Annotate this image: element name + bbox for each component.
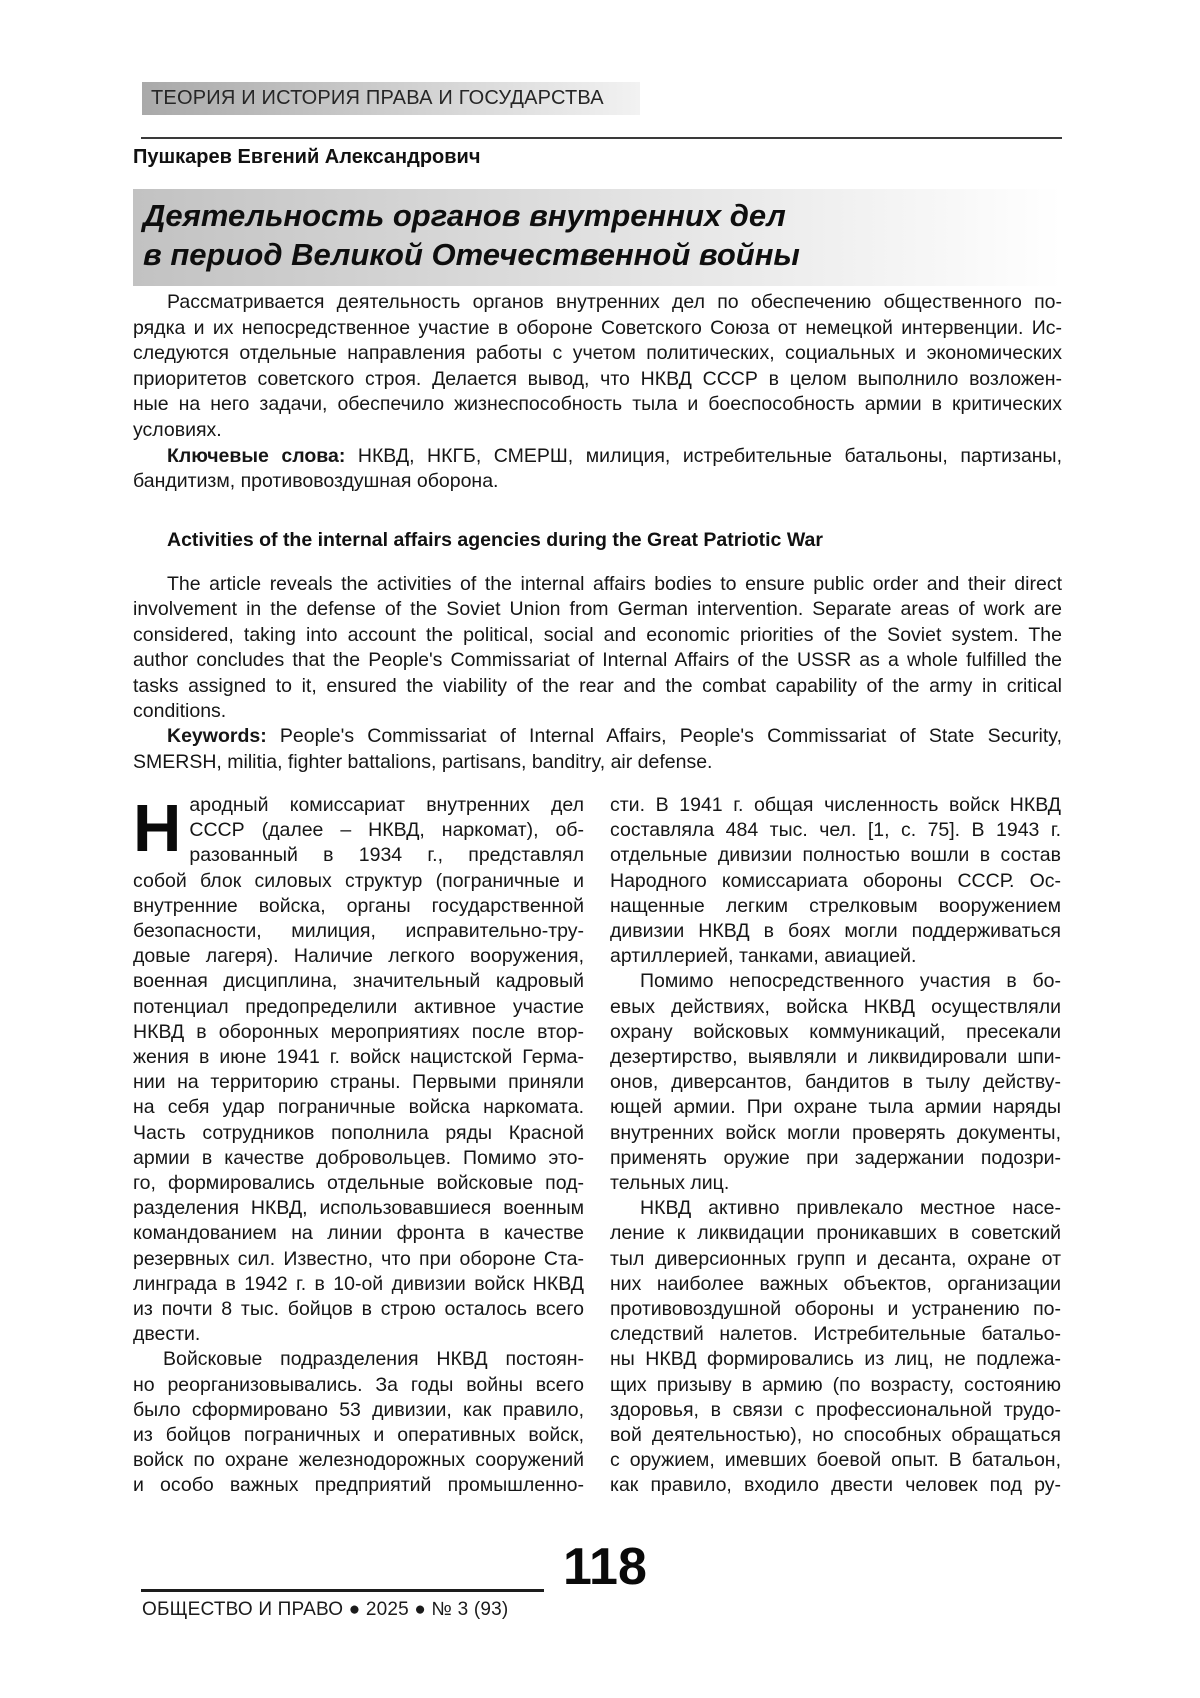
journal-footer: ОБЩЕСТВО И ПРАВО ● 2025 ● № 3 (93): [142, 1599, 509, 1620]
text-line: на себя удар пограничные войска наркомата.: [133, 1096, 584, 1119]
text-line: потенциал предопределили активное участие: [133, 995, 584, 1018]
text-line: ародный комиссариат внутренних дел: [189, 794, 584, 816]
text-line: командованием на линии фронта в качестве: [133, 1222, 584, 1245]
text-line: НКВД в оборонных мероприятиях после втор-: [133, 1020, 584, 1043]
drop-cap: Н: [133, 791, 182, 866]
text-line: армии в качестве добровольцев. Помимо это-: [133, 1146, 584, 1169]
text-line: вой деятельностью), но способных обращаться: [610, 1424, 1061, 1447]
text-line: жения в июне 1941 г. войск нацистской Герма-: [133, 1046, 584, 1069]
text-line: онов, диверсантов, бандитов в тылу действу-: [610, 1071, 1061, 1094]
text-line: бандитизм, противовоздушная оборона.: [133, 470, 499, 493]
text-line: нащенные легким стрелковым вооружением: [610, 894, 1061, 917]
right-column: [610, 793, 1061, 1499]
text-line: дезертирство, выявляли и ликвидировали шпи-: [610, 1046, 1061, 1069]
text-line: conditions.: [133, 700, 227, 723]
text-line: СССР (далее – НКВД, наркомат), об-: [189, 819, 584, 842]
text-line: безопасности, милиция, исправительно-тру-: [133, 920, 584, 943]
text-line: разованный в 1934 г., представлял: [189, 844, 584, 867]
text-line: собой блок силовых структур (пограничные и: [133, 869, 584, 892]
article-title-box: [133, 189, 1062, 286]
text-line: involvement in the defense of the Soviet Union from German intervention. Separate areas of work are: [133, 598, 1062, 621]
text-line: го, формировались отдельные войсковые под-: [133, 1172, 584, 1195]
text-line: следуются отдельные направления работы с учетом политических, социальных и экономических: [133, 342, 1062, 365]
text-line: и особо важных предприятий промышленно-: [133, 1474, 584, 1497]
text-line: войск по охране железнодорожных сооружений: [133, 1449, 584, 1472]
right-column-text: [610, 793, 1061, 1499]
text-line: охрану войсковых коммуникаций, пресекали: [610, 1020, 1061, 1043]
text-line: применять оружие при задержании подозри-: [610, 1146, 1061, 1169]
text-line: условиях.: [133, 418, 222, 441]
english-title: Activities of the internal affairs agencies during the Great Patriotic War: [167, 529, 823, 551]
left-column: [133, 793, 584, 1499]
text-line: Рассматривается деятельность органов внутренних дел по обеспечению общественного по-: [167, 291, 1062, 313]
text-line: артиллерией, танками, авиацией.: [610, 945, 917, 968]
text-line: ющей армии. При охране тыла армии наряды: [610, 1096, 1061, 1119]
text-line: Ключевые слова: НКВД, НКГБ, СМЕРШ, милиция, истребительные батальоны, партизаны,: [167, 444, 1062, 467]
text-line: как правило, входило двести человек под ру-: [610, 1474, 1061, 1497]
left-column-text: [133, 793, 584, 1499]
text-line: но реорганизовывались. За годы войны всего: [133, 1373, 584, 1396]
text-line: было сформировано 53 дивизии, как правило,: [133, 1398, 584, 1421]
text-line: дивизии НКВД в боях могли поддерживаться: [610, 920, 1061, 943]
text-line: отдельные дивизии полностью вошли в состав: [610, 844, 1061, 867]
text-line: противовоздушной обороны и устранению по-: [610, 1298, 1061, 1321]
article-title-line-2: в период Великой Отечественной войны: [143, 237, 800, 272]
text-line: внутренних войск могли проверять документы,: [610, 1121, 1061, 1144]
text-line: considered, taking into account the political, social and economic priorities of the Soviet system. The: [133, 623, 1062, 646]
text-line: НКВД активно привлекало местное насе-: [640, 1197, 1061, 1220]
text-line: author concludes that the People's Commissariat of Internal Affairs of the USSR as a whole fulfilled the: [133, 649, 1062, 672]
text-line: ны НКВД формировались из лиц, не подлежа-: [610, 1348, 1061, 1371]
text-line: сти. В 1941 г. общая численность войск НКВД: [610, 794, 1061, 816]
text-line: с оружием, имевших боевой опыт. В батальон,: [610, 1449, 1061, 1472]
text-line: тыл диверсионных групп и десанта, охране от: [610, 1247, 1061, 1270]
text-line: щих призыву в армию (по возрасту, состоянию: [610, 1373, 1061, 1396]
text-line: ные на него задачи, обеспечило жизнеспособность тыла и боеспособность армии в критических: [133, 393, 1062, 416]
author-name: Пушкарев Евгений Александрович: [133, 146, 481, 168]
text-line: двести.: [133, 1323, 201, 1346]
text-line: довые лагеря). Наличие легкого вооружения,: [133, 945, 584, 968]
text-line: из бойцов пограничных и оперативных войск,: [133, 1424, 584, 1447]
text-line: нии на территорию страны. Первыми приняли: [133, 1071, 584, 1094]
page-number: 118: [563, 1538, 647, 1596]
text-line: Народного комиссариата обороны СССР. Ос-: [610, 869, 1061, 892]
text-line: Войсковые подразделения НКВД постоян-: [163, 1348, 584, 1371]
text-line: Часть сотрудников пополнила ряды Красной: [133, 1121, 584, 1144]
body-columns: [133, 793, 1062, 1499]
text-line: ление к ликвидации проникавших в советский: [610, 1222, 1061, 1245]
text-line: них наиболее важных объектов, организации: [610, 1272, 1061, 1295]
text-line: Keywords: People's Commissariat of Internal Affairs, People's Commissariat of State Security,: [167, 725, 1062, 748]
rubric-label: ТЕОРИЯ И ИСТОРИЯ ПРАВА И ГОСУДАРСТВА: [151, 87, 604, 109]
text-line: тельных лиц.: [610, 1172, 730, 1195]
rubric-band: [142, 82, 640, 115]
text-line: здоровья, в связи с профессиональной трудо-: [610, 1398, 1061, 1421]
text-line: The article reveals the activities of the internal affairs bodies to ensure public order and their direct: [167, 573, 1062, 595]
text-line: рядка и их непосредственное участие в обороне Советского Союза от немецкой интервенции. Ис-: [133, 316, 1062, 339]
text-line: tasks assigned to it, ensured the viability of the rear and the combat capability of the army in critical: [133, 674, 1062, 697]
text-line: следствий налетов. Истребительные батальо-: [610, 1323, 1061, 1346]
abstract-ru: [133, 290, 1062, 495]
text-line: военная дисциплина, значительный кадровый: [133, 970, 584, 993]
text-line: разделения НКВД, использовавшиеся военным: [133, 1197, 584, 1220]
text-line: Помимо непосредственного участия в бо-: [640, 970, 1061, 993]
text-line: внутренние войска, органы государственной: [133, 894, 584, 917]
text-line: из почти 8 тыс. бойцов в строю осталось всего: [133, 1298, 584, 1321]
abstract-en: [133, 572, 1062, 775]
text-line: евых действиях, войска НКВД осуществляли: [610, 995, 1061, 1018]
footer-divider: [141, 1589, 544, 1592]
text-line: приоритетов советского строя. Делается вывод, что НКВД СССР в целом выполнило возложен-: [133, 367, 1062, 390]
text-line: SMERSH, militia, fighter battalions, partisans, banditry, air defense.: [133, 750, 713, 773]
text-line: линграда в 1942 г. в 10-ой дивизии войск НКВД: [133, 1272, 584, 1295]
text-line: составляла 484 тыс. чел. [1, с. 75]. В 1943 г.: [610, 819, 1061, 842]
article-title-line-1: Деятельность органов внутренних дел: [143, 198, 786, 233]
text-line: резервных сил. Известно, что при обороне Ста-: [133, 1247, 584, 1270]
top-divider: [141, 137, 1062, 139]
